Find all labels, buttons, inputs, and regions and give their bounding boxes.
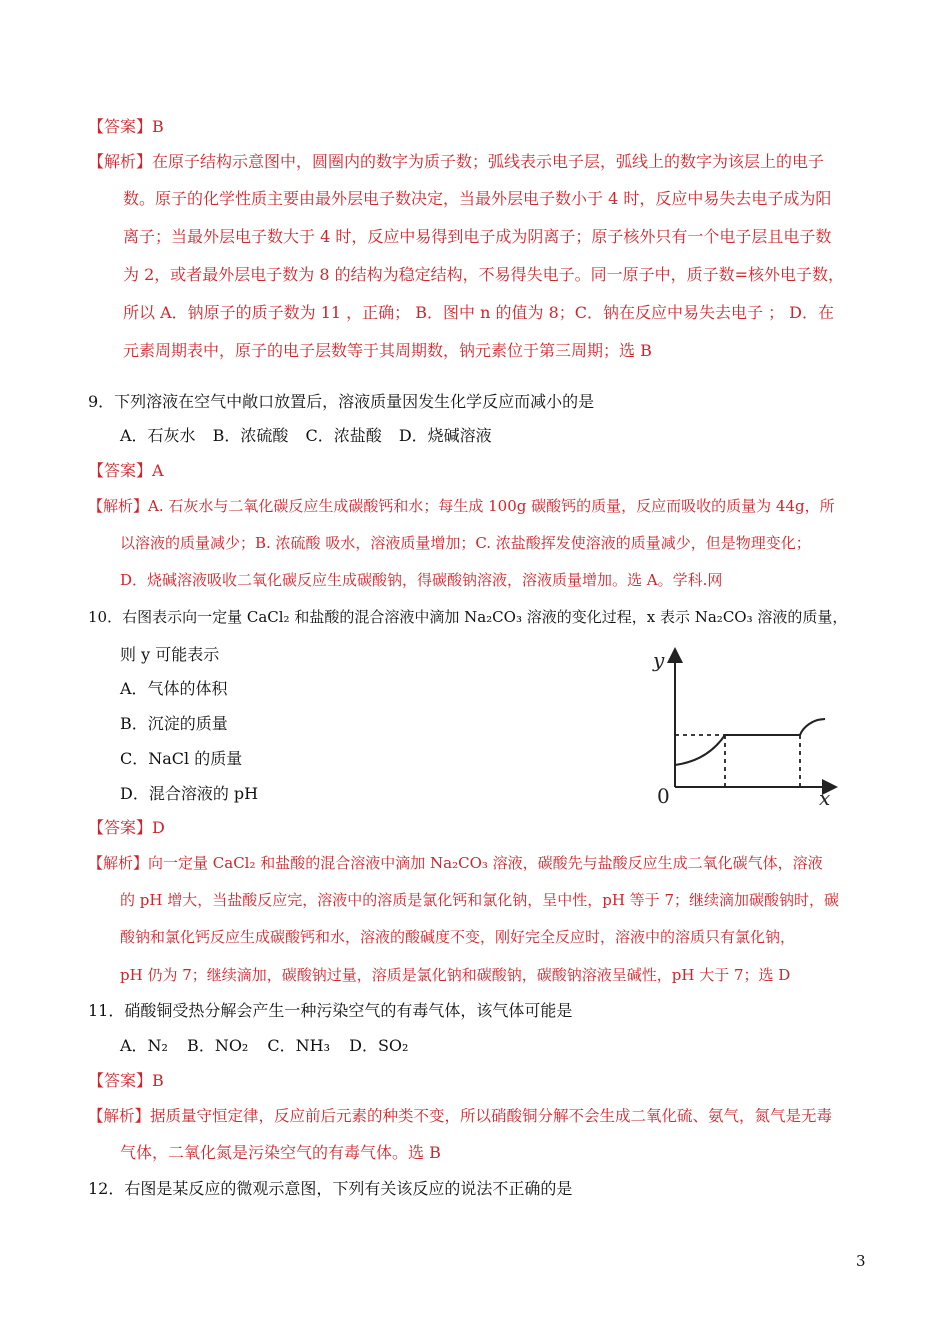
q10-analysis-line-3: 酸钠和氯化钙反应生成碳酸钙和水，溶液的酸碱度不变，刚好完全反应时，溶液中的溶质只有氯化钠， bbox=[120, 928, 796, 946]
q11-options: A．N₂ B．NO₂ C．NH₃ D．SO₂ bbox=[120, 1036, 409, 1055]
q9-answer: 【答案】A bbox=[88, 461, 164, 480]
q10-option-c: C．NaCl 的质量 bbox=[120, 749, 243, 768]
q9-analysis-line-1: 【解析】A. 石灰水与二氧化碳反应生成碳酸钙和水；每生成 100g 碳酸钙的质量，反应而吸收的质量为 44g，所 bbox=[88, 497, 835, 515]
q8-analysis-line-1: 【解析】在原子结构示意图中，圆圈内的数字为质子数；弧线表示电子层，弧线上的数字为该层上的电子 bbox=[88, 152, 825, 171]
q10-option-d: D．混合溶液的 pH bbox=[120, 784, 259, 803]
q10-answer: 【答案】D bbox=[88, 818, 165, 837]
q9-analysis-line-3: D．烧碱溶液吸收二氧化碳反应生成碳酸钠，得碳酸钠溶液，溶液质量增加。选 A。学科.网 bbox=[120, 571, 723, 589]
q10-option-a: A．气体的体积 bbox=[120, 679, 228, 698]
q11-answer: 【答案】B bbox=[88, 1071, 164, 1090]
q11-question: 11．硝酸铜受热分解会产生一种污染空气的有毒气体，该气体可能是 bbox=[88, 1001, 573, 1020]
q10-graph bbox=[645, 645, 845, 813]
q10-question-line-1: 10．右图表示向一定量 CaCl₂ 和盐酸的混合溶液中滴加 Na₂CO₃ 溶液的变化过程，x 表示 Na₂CO₃ 溶液的质量， bbox=[88, 608, 848, 626]
q10-analysis-line-4: pH 仍为 7；继续滴加，碳酸钠过量，溶质是氯化钠和碳酸钠，碳酸钠溶液呈碱性，pH 大于 7；选 D bbox=[120, 966, 791, 984]
q8-analysis-line-5: 所以 A．钠原子的质子数为 11 ，正确； B．图中 n 的值为 8；C．钠在反应中易失去电子 ； D．在 bbox=[123, 303, 835, 322]
y-axis-label: y bbox=[653, 648, 665, 672]
q8-answer: 【答案】B bbox=[88, 117, 164, 136]
page-number: 3 bbox=[856, 1252, 866, 1270]
x-axis-label: x bbox=[819, 786, 831, 810]
q9-question: 9．下列溶液在空气中敞口放置后，溶液质量因发生化学反应而减小的是 bbox=[88, 392, 595, 411]
q9-analysis-line-2: 以溶液的质量减少；B. 浓硫酸 吸水，溶液质量增加；C. 浓盐酸挥发使溶液的质量减少，但是物理变化； bbox=[120, 534, 811, 552]
q11-analysis-line-1: 【解析】据质量守恒定律，反应前后元素的种类不变，所以硝酸铜分解不会生成二氧化硫、氨气，氮气是无毒 bbox=[88, 1107, 833, 1125]
q8-analysis-line-3: 离子；当最外层电子数大于 4 时，反应中易得到电子成为阴离子；原子核外只有一个电子层且电子数 bbox=[123, 227, 832, 246]
q11-analysis-line-2: 气体，二氧化氮是污染空气的有毒气体。选 B bbox=[120, 1143, 441, 1162]
origin-label: 0 bbox=[657, 784, 670, 808]
q8-analysis-line-2: 数。原子的化学性质主要由最外层电子数决定，当最外层电子数小于 4 时，反应中易失去电子成为阳 bbox=[123, 189, 832, 208]
q10-question-line-2: 则 y 可能表示 bbox=[120, 645, 220, 664]
q10-analysis-line-1: 【解析】向一定量 CaCl₂ 和盐酸的混合溶液中滴加 Na₂CO₃ 溶液，碳酸先与盐酸反应生成二氧化碳气体，溶液 bbox=[88, 854, 823, 872]
q12-question: 12．右图是某反应的微观示意图，下列有关该反应的说法不正确的是 bbox=[88, 1179, 573, 1198]
q8-analysis-line-6: 元素周期表中，原子的电子层数等于其周期数，钠元素位于第三周期；选 B bbox=[123, 341, 652, 360]
ph-curve bbox=[675, 719, 825, 765]
q10-option-b: B．沉淀的质量 bbox=[120, 714, 228, 733]
q8-analysis-line-4: 为 2，或者最外层电子数为 8 的结构为稳定结构，不易得失电子。同一原子中，质子数=核外电子数， bbox=[123, 265, 845, 284]
q10-analysis-line-2: 的 pH 增大，当盐酸反应完，溶液中的溶质是氯化钙和氯化钠，呈中性，pH 等于 7；继续滴加碳酸钠时，碳 bbox=[120, 891, 839, 909]
q9-options: A．石灰水 B．浓硫酸 C．浓盐酸 D．烧碱溶液 bbox=[120, 426, 492, 445]
